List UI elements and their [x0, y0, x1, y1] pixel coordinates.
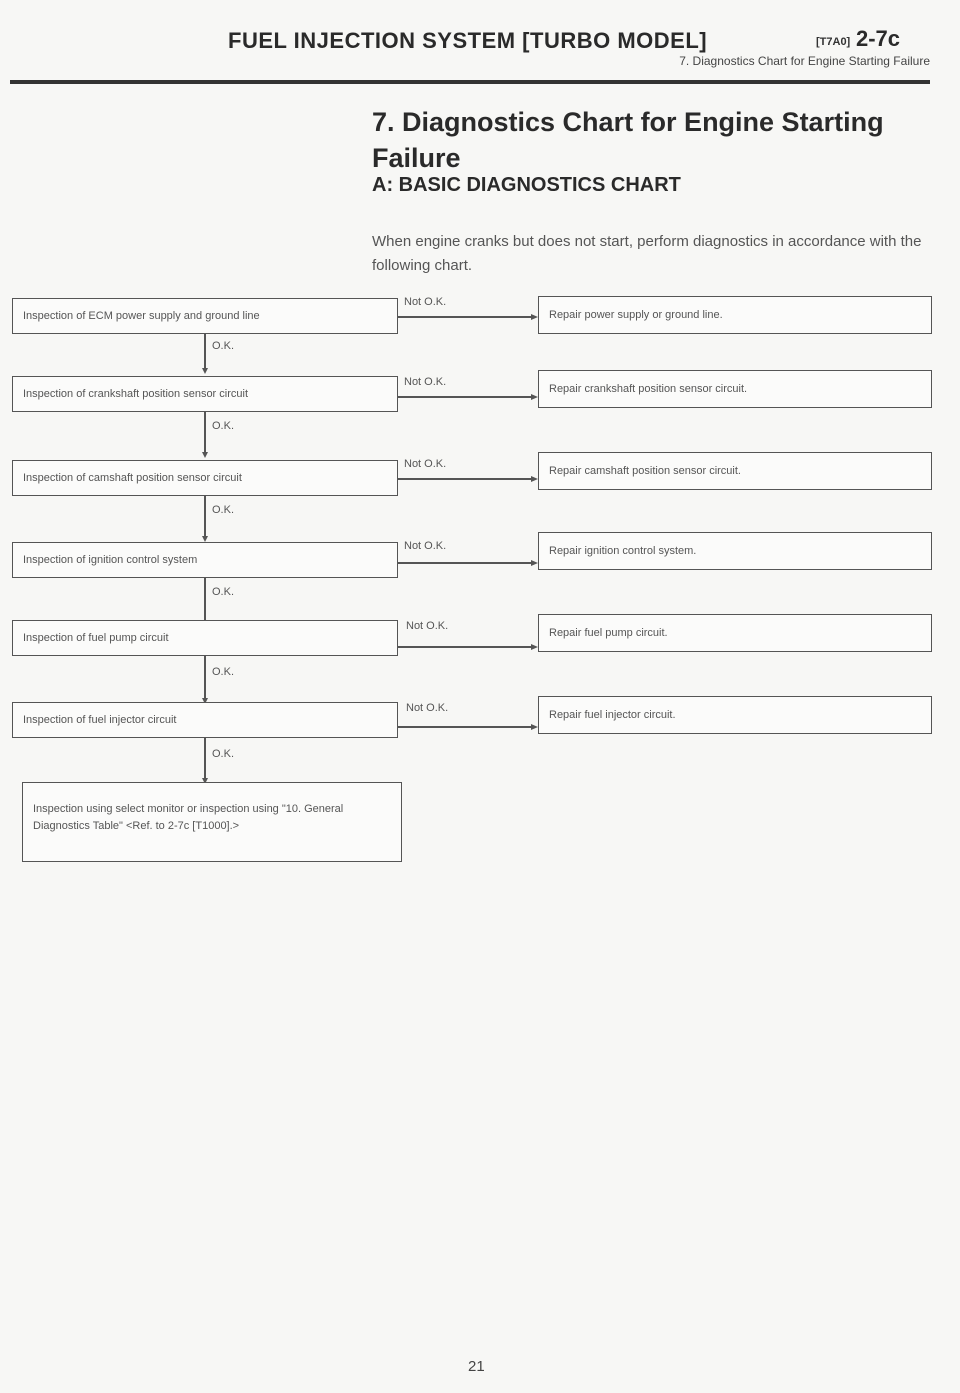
- repair-box: [538, 532, 932, 570]
- inspection-box: [12, 298, 398, 334]
- ok-connector: [204, 738, 206, 778]
- header-subtitle: 7. Diagnostics Chart for Engine Starting Failure: [679, 54, 930, 68]
- not-ok-label: Not O.K.: [404, 296, 447, 308]
- section-subtitle: A: BASIC DIAGNOSTICS CHART: [372, 174, 681, 196]
- repair-box: [538, 614, 932, 652]
- inspection-label: Inspection of crankshaft position sensor circuit: [23, 388, 249, 400]
- inspection-box: [12, 620, 398, 656]
- arrow-right-icon: [531, 314, 538, 320]
- not-ok-label: Not O.K.: [404, 458, 447, 470]
- header-page-ref: 2-7c: [856, 26, 901, 51]
- repair-label: Repair crankshaft position sensor circuit.: [549, 383, 748, 395]
- inspection-label: Inspection of fuel pump circuit: [23, 632, 169, 644]
- inspection-box: [12, 702, 398, 738]
- arrow-right-icon: [531, 394, 538, 400]
- inspection-label: Inspection of camshaft position sensor circuit: [23, 472, 242, 484]
- repair-box: [538, 296, 932, 334]
- inspection-label: Inspection of fuel injector circuit: [23, 714, 177, 726]
- arrow-right-icon: [531, 644, 538, 650]
- inspection-box: [12, 460, 398, 496]
- ok-connector: [204, 578, 206, 620]
- not-ok-label: Not O.K.: [406, 702, 449, 714]
- inspection-label: Inspection of ignition control system: [23, 554, 198, 566]
- inspection-box: [12, 376, 398, 412]
- final-inspection-label: Inspection using select monitor or inspection using "10. General Diagnostics Table" <Ref. to 2-7c [T1000].>: [33, 803, 344, 832]
- header-title: FUEL INJECTION SYSTEM [TURBO MODEL]: [228, 28, 708, 53]
- ok-label: O.K.: [212, 586, 235, 598]
- repair-box: [538, 370, 932, 408]
- section-title: 7. Diagnostics Chart for Engine Starting Failure: [372, 107, 884, 173]
- repair-label: Repair fuel pump circuit.: [549, 627, 668, 639]
- inspection-label: Inspection of ECM power supply and ground line: [23, 310, 260, 322]
- repair-box: [538, 452, 932, 490]
- inspection-box: [12, 542, 398, 578]
- header-code: [T7A0]: [816, 36, 851, 48]
- ok-connector: [204, 334, 206, 368]
- not-ok-connector: [398, 396, 531, 398]
- ok-label: O.K.: [212, 666, 235, 678]
- not-ok-connector: [398, 646, 531, 648]
- repair-label: Repair power supply or ground line.: [549, 309, 723, 321]
- arrow-down-icon: [202, 452, 208, 458]
- not-ok-connector: [398, 726, 531, 728]
- arrow-right-icon: [531, 476, 538, 482]
- page-number: 21: [468, 1358, 485, 1375]
- ok-connector: [204, 656, 206, 698]
- ok-label: O.K.: [212, 340, 235, 352]
- arrow-right-icon: [531, 560, 538, 566]
- ok-label: O.K.: [212, 748, 235, 760]
- not-ok-connector: [398, 478, 531, 480]
- not-ok-label: Not O.K.: [404, 376, 447, 388]
- not-ok-connector: [398, 562, 531, 564]
- intro-text: When engine cranks but does not start, perform diagnostics in accordance with the following chart.: [372, 233, 922, 274]
- repair-label: Repair camshaft position sensor circuit.: [549, 465, 741, 477]
- repair-box: [538, 696, 932, 734]
- final-inspection-box: [22, 782, 402, 862]
- ok-connector: [204, 412, 206, 452]
- repair-label: Repair fuel injector circuit.: [549, 709, 676, 721]
- arrow-right-icon: [531, 724, 538, 730]
- ok-connector: [204, 496, 206, 536]
- header-rule: [10, 80, 930, 84]
- repair-label: Repair ignition control system.: [549, 545, 697, 557]
- not-ok-label: Not O.K.: [404, 540, 447, 552]
- ok-label: O.K.: [212, 504, 235, 516]
- not-ok-label: Not O.K.: [406, 620, 449, 632]
- arrow-down-icon: [202, 368, 208, 374]
- ok-label: O.K.: [212, 420, 235, 432]
- not-ok-connector: [398, 316, 531, 318]
